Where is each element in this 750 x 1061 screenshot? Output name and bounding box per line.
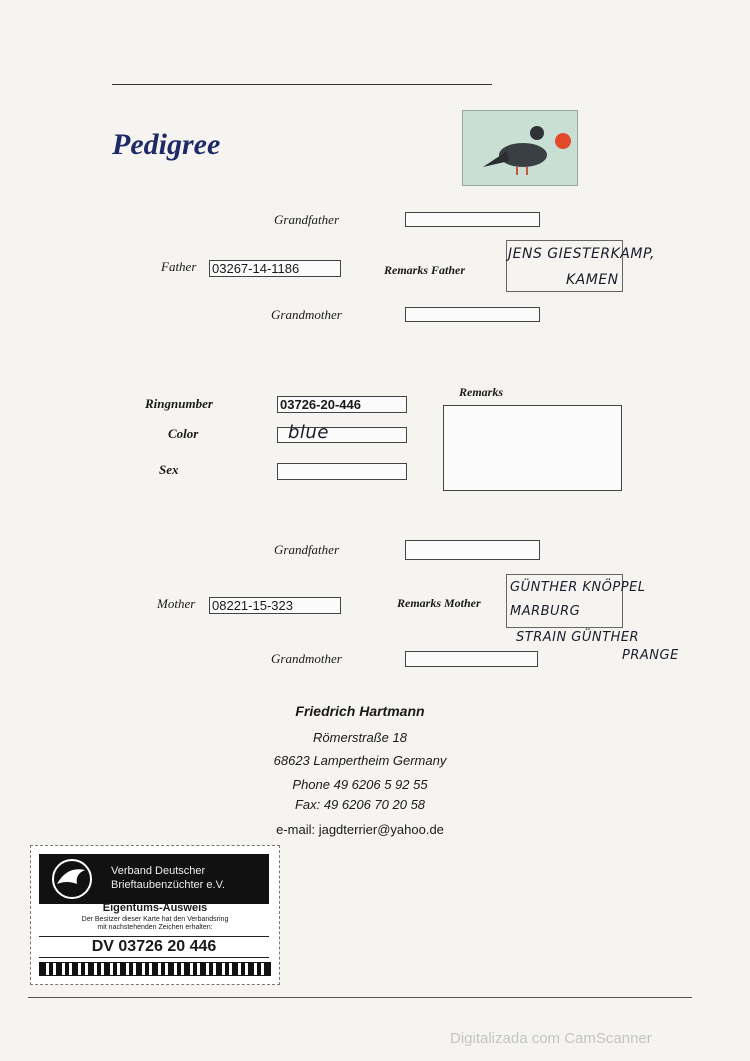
mother-label: Mother: [157, 596, 196, 611]
sex-field[interactable]: [277, 463, 407, 480]
mother-ring-field[interactable]: 08221-15-323: [209, 597, 341, 614]
scanner-watermark: Digitalizada com CamScanner: [450, 1030, 652, 1047]
remarks-mother-line-1: GÜNTHER KNÖPPEL: [510, 580, 646, 595]
remarks-mother-line-4: PRANGE: [622, 648, 679, 663]
ownership-card: [30, 845, 280, 985]
remarks-field[interactable]: [443, 405, 622, 491]
breeder-fax: Fax: 49 6206 70 20 58: [294, 797, 426, 812]
breeder-phone: Phone 49 6206 5 92 55: [292, 777, 428, 792]
color-value: blue: [288, 422, 329, 443]
mother-grandfather-field[interactable]: [405, 540, 540, 560]
card-org-line-1: Verband Deutscher: [111, 865, 206, 877]
remarks-mother-line-3: STRAIN GÜNTHER: [516, 630, 640, 645]
mother-grandmother-label: Grandmother: [271, 651, 342, 666]
father-label: Father: [161, 259, 197, 274]
breeder-email: e-mail: jagdterrier@yahoo.de: [276, 822, 444, 837]
card-pattern-strip: [39, 962, 271, 976]
father-grandmother-label: Grandmother: [271, 307, 342, 322]
dove-logo-icon: [45, 858, 99, 905]
bottom-rule: [28, 997, 692, 998]
mother-grandfather-label: Grandfather: [274, 542, 339, 557]
page-title: Pedigree: [112, 128, 221, 161]
card-org-line-2: Brieftaubenzüchter e.V.: [111, 879, 225, 891]
ringnumber-field[interactable]: 03726-20-446: [277, 396, 407, 413]
father-grandfather-field[interactable]: [405, 212, 540, 227]
remarks-mother-label: Remarks Mother: [397, 596, 481, 610]
card-sub-line-2: mit nachstehenden Zeichen erhalten:: [97, 924, 213, 931]
breeder-name: Friedrich Hartmann: [295, 703, 425, 719]
remarks-father-line-1: JENS GIESTERKAMP,: [508, 246, 655, 262]
remarks-father-label: Remarks Father: [384, 263, 466, 277]
father-grandfather-label: Grandfather: [274, 212, 339, 227]
color-field[interactable]: [277, 422, 407, 443]
sex-label: Sex: [159, 462, 179, 477]
breeder-city: 68623 Lampertheim Germany: [273, 753, 447, 768]
card-number: DV 03726 20 446: [39, 936, 269, 958]
father-ring-field[interactable]: 03267-14-1186: [209, 260, 341, 277]
card-title: Eigentums-Ausweis: [102, 902, 208, 914]
mother-grandmother-field[interactable]: [405, 651, 538, 667]
remarks-father-line-2: KAMEN: [566, 272, 619, 288]
remarks-label: Remarks: [459, 385, 504, 399]
card-header: [39, 854, 269, 904]
remarks-mother-line-2: MARBURG: [510, 604, 581, 619]
color-label: Color: [168, 426, 199, 441]
pigeon-photo: [462, 110, 578, 186]
card-sub-line-1: Der Besitzer dieser Karte hat den Verbandsring: [81, 916, 229, 923]
top-rule: [112, 84, 492, 85]
card-subtitle: [31, 916, 279, 932]
ringnumber-label: Ringnumber: [145, 396, 213, 411]
breeder-street: Römerstraße 18: [313, 730, 407, 745]
father-grandmother-field[interactable]: [405, 307, 540, 322]
card-org: [111, 864, 225, 892]
